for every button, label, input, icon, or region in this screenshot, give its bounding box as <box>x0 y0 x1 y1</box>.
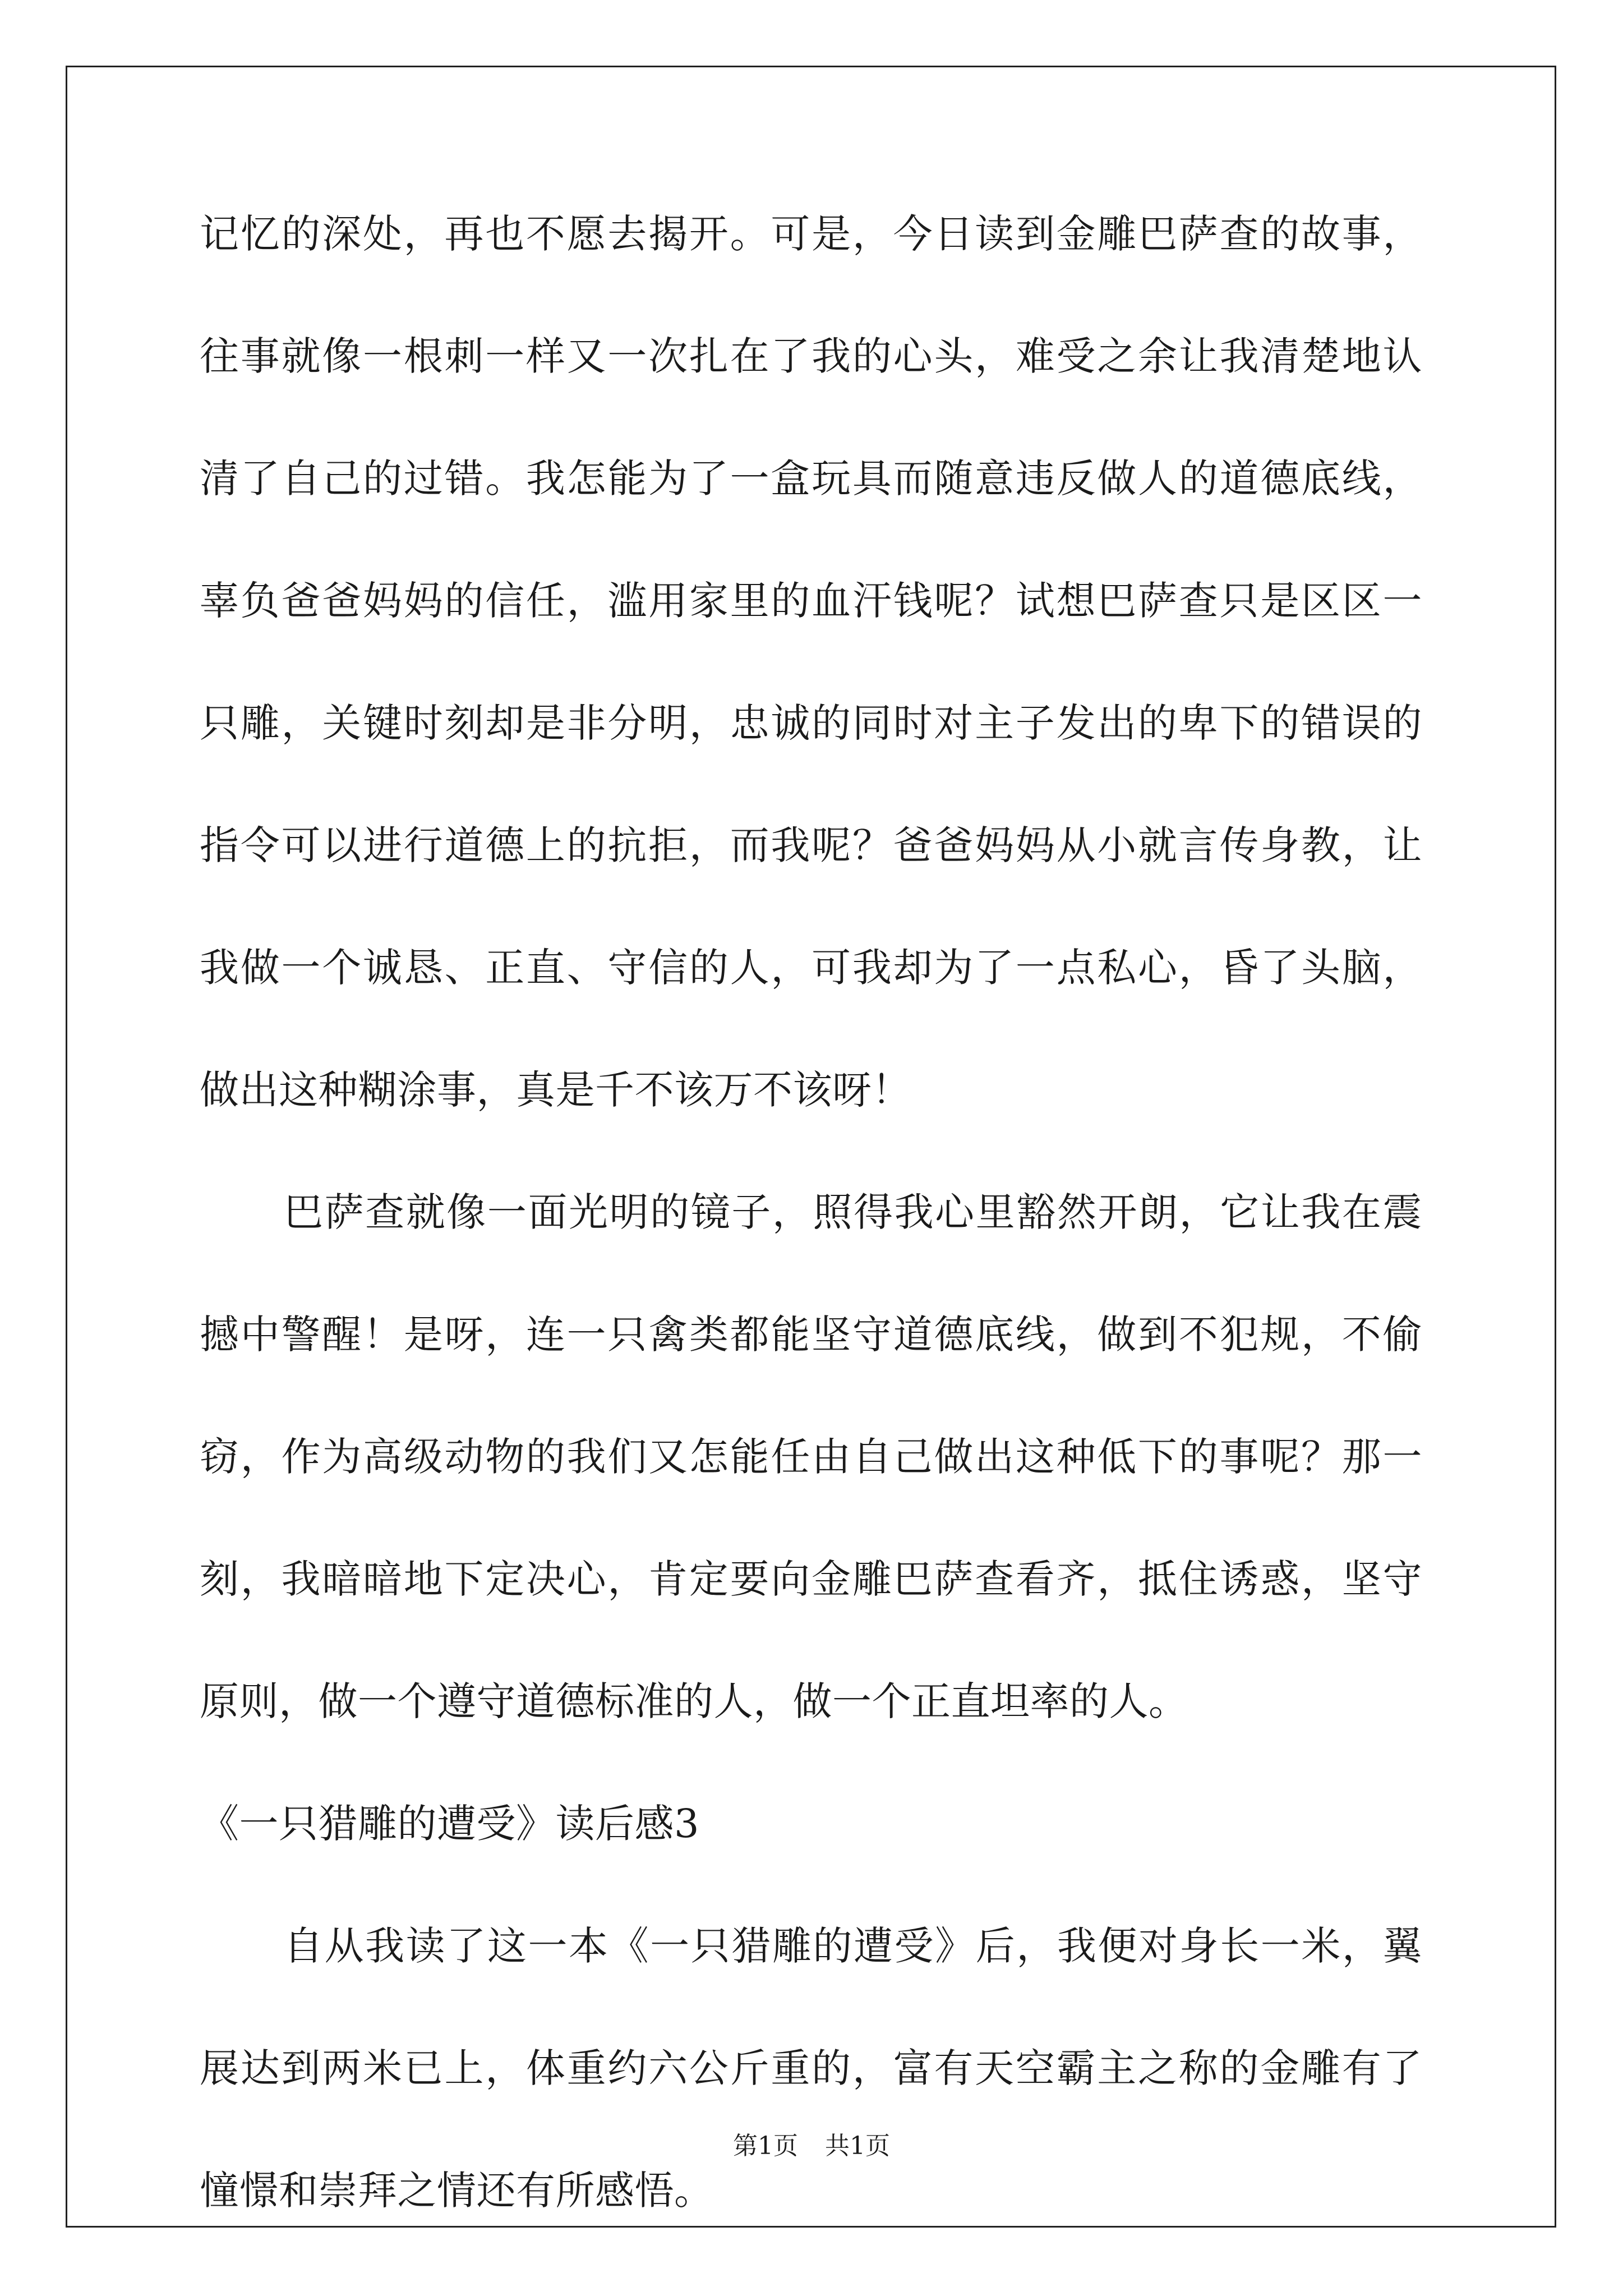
paragraph-line-end: 憧憬和崇拜之情还有所感悟。 <box>200 2168 714 2214</box>
section-heading: 《一只猎雕的遭受》读后感3 <box>200 1801 700 1847</box>
page-footer <box>0 2131 1623 2162</box>
paragraph-line: 辜负爸爸妈妈的信任，滥用家里的血汗钱呢？试想巴萨查只是区区一 <box>200 578 1422 624</box>
page-border <box>66 66 1556 2228</box>
page-total: 共1页 <box>825 2132 890 2160</box>
paragraph-first-line: 自从我读了这一本《一只猎雕的遭受》后，我便对身长一米，翼 <box>284 1923 1422 1969</box>
paragraph-line-end: 原则，做一个遵守道德标准的人，做一个正直坦率的人。 <box>200 1678 1188 1724</box>
paragraph-line: 指令可以进行道德上的抗拒，而我呢？爸爸妈妈从小就言传身教，让 <box>200 822 1422 868</box>
paragraph-first-line: 巴萨查就像一面光明的镜子，照得我心里豁然开朗，它让我在震 <box>284 1189 1422 1235</box>
paragraph-line: 窃，作为高级动物的我们又怎能任由自己做出这种低下的事呢？那一 <box>200 1434 1422 1480</box>
paragraph-line: 撼中警醒！是呀，连一只禽类都能坚守道德底线，做到不犯规，不偷 <box>200 1312 1422 1358</box>
paragraph-line: 只雕，关键时刻却是非分明，忠诚的同时对主子发出的卑下的错误的 <box>200 700 1422 746</box>
paragraph-line: 我做一个诚恳、正直、守信的人，可我却为了一点私心，昏了头脑， <box>200 945 1422 991</box>
paragraph-line: 刻，我暗暗地下定决心，肯定要向金雕巴萨查看齐，抵住诱惑，坚守 <box>200 1556 1422 1602</box>
paragraph-line: 清了自己的过错。我怎能为了一盒玩具而随意违反做人的道德底线， <box>200 455 1422 501</box>
page-number: 第1页 <box>733 2132 798 2160</box>
paragraph-line: 记忆的深处，再也不愿去揭开。可是，今日读到金雕巴萨查的故事， <box>200 211 1422 257</box>
paragraph-line: 往事就像一根刺一样又一次扎在了我的心头，难受之余让我清楚地认 <box>200 333 1422 379</box>
paragraph-line-end: 做出这种糊涂事，真是千不该万不该呀！ <box>200 1067 911 1113</box>
paragraph-line: 展达到两米已上，体重约六公斤重的，富有天空霸主之称的金雕有了 <box>200 2045 1422 2091</box>
